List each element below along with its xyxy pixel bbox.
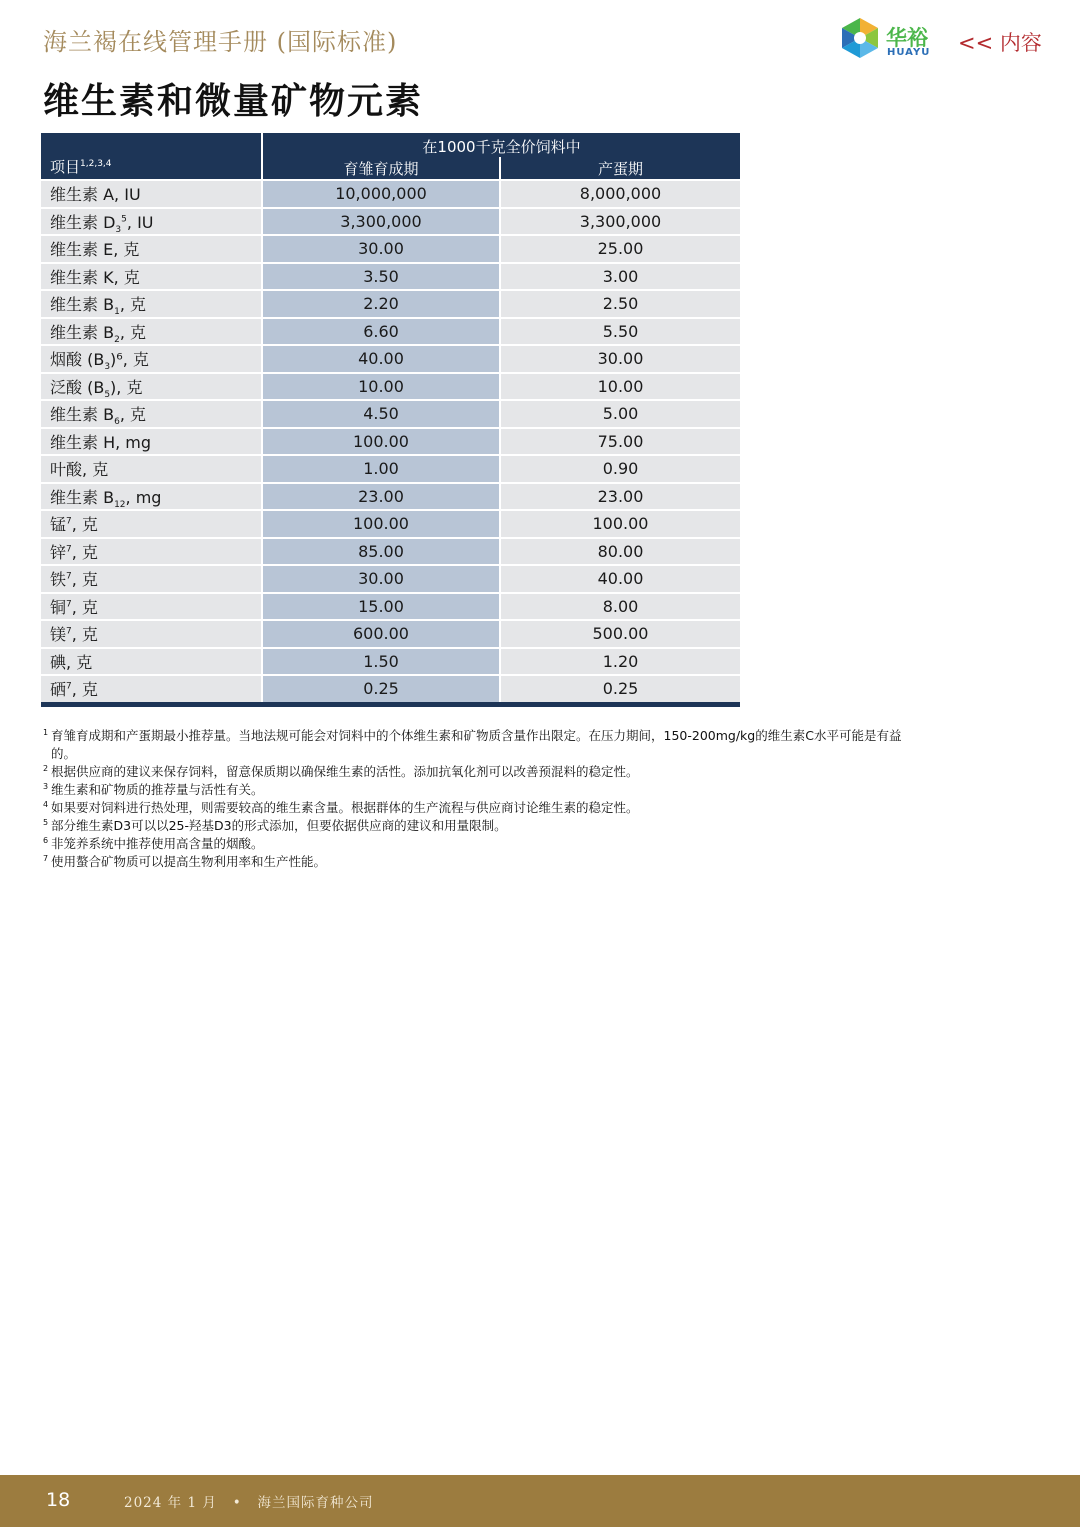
laying-value: 30.00 bbox=[500, 345, 740, 373]
row-label-sup: 7 bbox=[66, 571, 72, 582]
group-column-header: 在1000千克全价饲料中 bbox=[262, 133, 740, 157]
rearing-value: 600.00 bbox=[262, 620, 500, 648]
table-row bbox=[41, 208, 740, 236]
row-label bbox=[41, 318, 262, 346]
row-label-unit: , 克 bbox=[113, 240, 140, 260]
footnote bbox=[43, 817, 913, 835]
footnote bbox=[43, 727, 913, 763]
rearing-value: 3,300,000 bbox=[262, 208, 500, 236]
footnotes bbox=[43, 727, 913, 871]
row-label-sup: 5 bbox=[121, 214, 127, 225]
row-label-unit: , 克 bbox=[71, 570, 98, 590]
row-label-sub: 5 bbox=[104, 389, 111, 400]
footnote-number: 5 bbox=[43, 818, 49, 827]
row-label-name: 维生素 B bbox=[50, 405, 115, 425]
row-label bbox=[41, 565, 262, 593]
row-label-name: 锌 bbox=[50, 542, 67, 562]
row-label-sub: 3 bbox=[104, 362, 111, 373]
logo-wordmark: 华裕 bbox=[886, 26, 928, 50]
laying-value: 40.00 bbox=[500, 565, 740, 593]
row-label-name: 叶酸 bbox=[50, 460, 83, 480]
laying-value: 5.50 bbox=[500, 318, 740, 346]
rearing-value: 40.00 bbox=[262, 345, 500, 373]
row-label bbox=[41, 290, 262, 318]
table-row bbox=[41, 593, 740, 621]
rearing-value: 85.00 bbox=[262, 538, 500, 566]
laying-value: 3.00 bbox=[500, 263, 740, 291]
rearing-value: 100.00 bbox=[262, 510, 500, 538]
rearing-value: 30.00 bbox=[262, 565, 500, 593]
footer-info bbox=[124, 1491, 374, 1511]
huayu-logo bbox=[838, 16, 948, 64]
table-row bbox=[41, 290, 740, 318]
vitamin-mineral-table bbox=[41, 133, 740, 707]
footer-separator: • bbox=[232, 1495, 242, 1511]
footnote-number: 3 bbox=[43, 782, 49, 791]
rearing-column-header: 育雏育成期 bbox=[262, 157, 500, 180]
row-label-unit: )⁶, 克 bbox=[110, 350, 149, 370]
table-row bbox=[41, 565, 740, 593]
laying-value: 8,000,000 bbox=[500, 180, 740, 208]
table-row bbox=[41, 235, 740, 263]
row-label-name: 维生素 A bbox=[50, 185, 115, 205]
row-label bbox=[41, 208, 262, 236]
laying-value: 23.00 bbox=[500, 483, 740, 511]
laying-value: 100.00 bbox=[500, 510, 740, 538]
row-label bbox=[41, 455, 262, 483]
laying-value: 80.00 bbox=[500, 538, 740, 566]
row-label-unit: ), 克 bbox=[110, 377, 143, 397]
footnote-text: 使用螯合矿物质可以提高生物利用率和生产性能。 bbox=[51, 854, 327, 869]
row-label-name: 碘 bbox=[50, 652, 67, 672]
row-label bbox=[41, 400, 262, 428]
row-label bbox=[41, 675, 262, 704]
rearing-value: 3.50 bbox=[262, 263, 500, 291]
row-label bbox=[41, 483, 262, 511]
table-row bbox=[41, 538, 740, 566]
row-label-unit: , 克 bbox=[71, 515, 98, 535]
table-row bbox=[41, 483, 740, 511]
row-label-unit: , 克 bbox=[119, 295, 146, 315]
row-label-unit: , 克 bbox=[71, 542, 98, 562]
row-label-unit: , 克 bbox=[66, 652, 93, 672]
row-label-unit: , 克 bbox=[71, 680, 98, 700]
footnote bbox=[43, 763, 913, 781]
row-label-sub: 3 bbox=[115, 224, 122, 235]
table-row bbox=[41, 180, 740, 208]
huayu-logo-icon bbox=[838, 16, 882, 60]
row-label bbox=[41, 510, 262, 538]
row-label-name: 烟酸 (B bbox=[50, 350, 105, 370]
laying-value: 3,300,000 bbox=[500, 208, 740, 236]
row-label-name: 镁 bbox=[50, 625, 67, 645]
footer-date: 2024 年 1 月 bbox=[124, 1495, 217, 1511]
logo-subtext: HUAYU bbox=[887, 47, 931, 58]
footnote bbox=[43, 835, 913, 853]
row-label-unit: , 克 bbox=[71, 597, 98, 617]
row-label-name: 铜 bbox=[50, 597, 67, 617]
row-label-unit: , mg bbox=[115, 432, 152, 452]
laying-value: 10.00 bbox=[500, 373, 740, 401]
row-label-sup: 7 bbox=[66, 516, 72, 527]
row-label bbox=[41, 235, 262, 263]
laying-value: 75.00 bbox=[500, 428, 740, 456]
page-footer bbox=[0, 1475, 1080, 1527]
laying-value: 8.00 bbox=[500, 593, 740, 621]
row-label-name: 锰 bbox=[50, 515, 67, 535]
table-row bbox=[41, 675, 740, 704]
page-title: 维生素和微量矿物元素 bbox=[43, 81, 424, 122]
laying-value: 25.00 bbox=[500, 235, 740, 263]
row-label-sub: 6 bbox=[114, 417, 120, 428]
rearing-value: 4.50 bbox=[262, 400, 500, 428]
row-label-sub: 2 bbox=[114, 334, 120, 345]
footnote bbox=[43, 853, 913, 871]
rearing-value: 1.00 bbox=[262, 455, 500, 483]
footnote-text: 维生素和矿物质的推荐量与活性有关。 bbox=[51, 782, 264, 797]
laying-value: 2.50 bbox=[500, 290, 740, 318]
row-label bbox=[41, 620, 262, 648]
row-label-name: 维生素 B bbox=[50, 295, 115, 315]
table-row bbox=[41, 510, 740, 538]
row-label-unit: , 克 bbox=[119, 322, 146, 342]
row-label-unit: , 克 bbox=[113, 267, 140, 287]
rearing-value: 100.00 bbox=[262, 428, 500, 456]
table-row bbox=[41, 345, 740, 373]
row-label-sub: 1 bbox=[114, 307, 120, 318]
row-label-name: 维生素 B bbox=[50, 322, 115, 342]
footnote-number: 2 bbox=[43, 764, 49, 773]
row-label bbox=[41, 538, 262, 566]
laying-value: 5.00 bbox=[500, 400, 740, 428]
rearing-value: 23.00 bbox=[262, 483, 500, 511]
row-label-name: 硒 bbox=[50, 680, 67, 700]
manual-title: 海兰褐在线管理手册 (国际标准) bbox=[43, 28, 398, 56]
row-label-name: 泛酸 (B bbox=[50, 377, 105, 397]
table-row bbox=[41, 455, 740, 483]
row-label-name: 维生素 E bbox=[50, 240, 114, 260]
footnote-number: 7 bbox=[43, 854, 49, 863]
row-label-name: 铁 bbox=[50, 570, 67, 590]
table-row bbox=[41, 648, 740, 676]
footnote-text: 育雏育成期和产蛋期最小推荐量。当地法规可能会对饲料中的个体维生素和矿物质含量作出限定。在压力期间，150-200mg/kg的维生素C水平可能是有益的。 bbox=[51, 728, 902, 761]
rearing-value: 30.00 bbox=[262, 235, 500, 263]
rearing-value: 6.60 bbox=[262, 318, 500, 346]
row-label-sup: 7 bbox=[66, 626, 72, 637]
laying-value: 0.25 bbox=[500, 675, 740, 704]
item-column-header: 项目$^{1,2,3,4}$ bbox=[41, 133, 262, 180]
rearing-value: 1.50 bbox=[262, 648, 500, 676]
rearing-value: 10,000,000 bbox=[262, 180, 500, 208]
table-row bbox=[41, 318, 740, 346]
row-label bbox=[41, 648, 262, 676]
table-row bbox=[41, 373, 740, 401]
row-label bbox=[41, 373, 262, 401]
footnote bbox=[43, 781, 913, 799]
table-row bbox=[41, 263, 740, 291]
rearing-value: 15.00 bbox=[262, 593, 500, 621]
row-label-unit: , mg bbox=[125, 487, 162, 507]
row-label bbox=[41, 593, 262, 621]
row-label-sup: 7 bbox=[66, 681, 72, 692]
table-row bbox=[41, 428, 740, 456]
row-label bbox=[41, 263, 262, 291]
page-number: 18 bbox=[46, 1489, 71, 1511]
row-label-name: 维生素 D bbox=[50, 212, 116, 232]
table-row bbox=[41, 400, 740, 428]
row-label-unit: , IU bbox=[114, 185, 141, 205]
row-label bbox=[41, 428, 262, 456]
row-label-sub: 12 bbox=[114, 499, 126, 510]
footnote-text: 根据供应商的建议来保存饲料，留意保质期以确保维生素的活性。添加抗氧化剂可以改善预混料的稳定性。 bbox=[51, 764, 639, 779]
row-label bbox=[41, 345, 262, 373]
row-label-sup: 7 bbox=[66, 599, 72, 610]
row-label-unit: , IU bbox=[126, 212, 154, 232]
row-label-name: 维生素 B bbox=[50, 487, 115, 507]
rearing-value: 2.20 bbox=[262, 290, 500, 318]
laying-value: 1.20 bbox=[500, 648, 740, 676]
row-label-unit: , 克 bbox=[82, 460, 109, 480]
row-label-unit: , 克 bbox=[119, 405, 146, 425]
footnote-text: 非笼养系统中推荐使用高含量的烟酸。 bbox=[51, 836, 264, 851]
footnote-number: 1 bbox=[43, 728, 49, 737]
row-label-sup: 7 bbox=[66, 544, 72, 555]
row-label-name: 维生素 H bbox=[50, 432, 116, 452]
laying-column-header: 产蛋期 bbox=[500, 157, 740, 180]
row-label-unit: , 克 bbox=[71, 625, 98, 645]
laying-value: 500.00 bbox=[500, 620, 740, 648]
footer-company: 海兰国际育种公司 bbox=[257, 1495, 374, 1511]
footnote-text: 如果要对饲料进行热处理，则需要较高的维生素含量。根据群体的生产流程与供应商讨论维生素的稳定性。 bbox=[51, 800, 639, 815]
row-label-name: 维生素 K bbox=[50, 267, 114, 287]
rearing-value: 0.25 bbox=[262, 675, 500, 704]
row-label bbox=[41, 180, 262, 208]
footnote-text: 部分维生素D3可以以25-羟基D3的形式添加，但要依据供应商的建议和用量限制。 bbox=[51, 818, 507, 833]
table-row bbox=[41, 620, 740, 648]
rearing-value: 10.00 bbox=[262, 373, 500, 401]
laying-value: 0.90 bbox=[500, 455, 740, 483]
footnote-number: 4 bbox=[43, 800, 49, 809]
footnote bbox=[43, 799, 913, 817]
footnote-number: 6 bbox=[43, 836, 49, 845]
contents-link[interactable]: << 内容 bbox=[958, 31, 1042, 55]
